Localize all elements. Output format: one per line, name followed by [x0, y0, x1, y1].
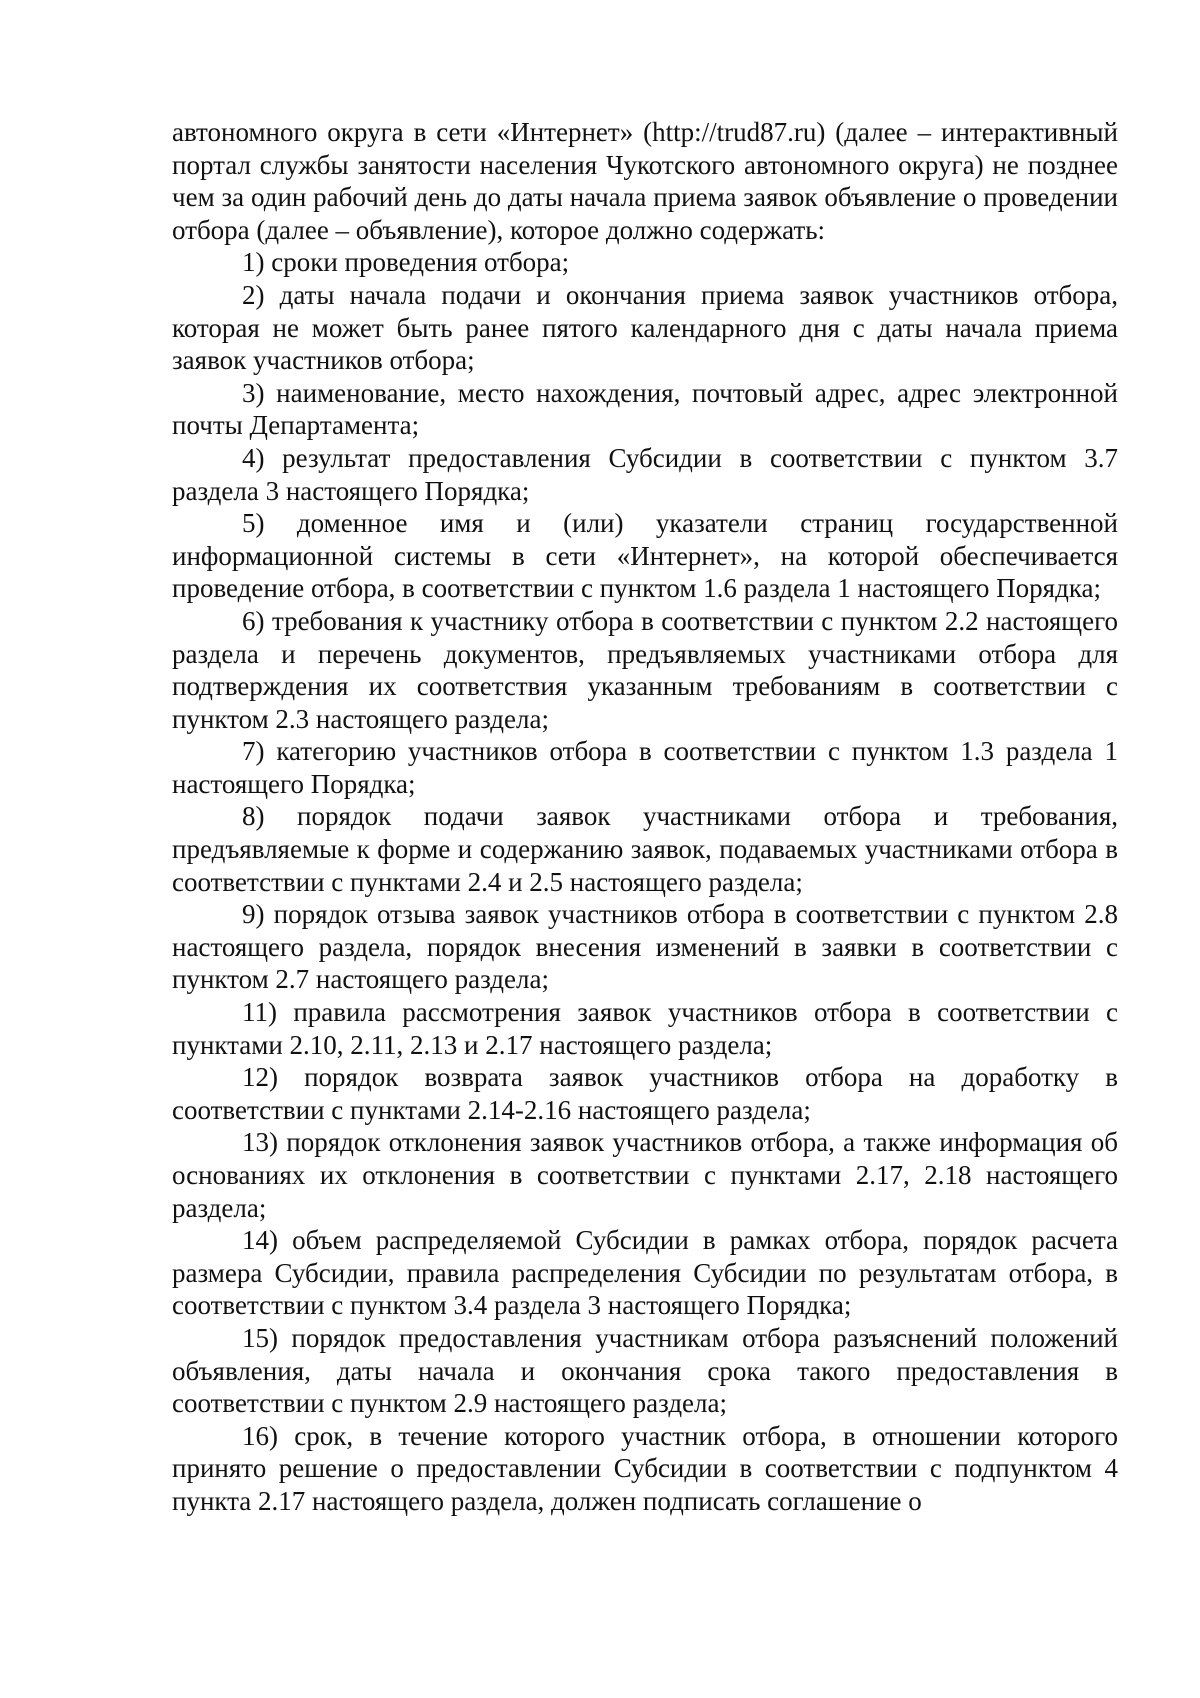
list-item-11: 11) правила рассмотрения заявок участников отбора в соответствии с пунктами 2.10, 2.11, 2.13 и 2.17 настоящего раздела;: [172, 997, 1118, 1060]
list-item-6: 6) требования к участнику отбора в соответствии с пунктом 2.2 настоящего раздела и перечень документов, предъявляемых участниками отбора для подтверждения их соответствия указанным требованиям в соответствии с пунктом 2.3 настоящего раздела;: [172, 605, 1118, 734]
list-item-1: 1) сроки проведения отбора;: [242, 247, 570, 278]
list-item-4: 4) результат предоставления Субсидии в соответствии с пунктом 3.7 раздела 3 настоящего Порядка;: [172, 442, 1118, 506]
list-item-15: 15) порядок предоставления участникам отбора разъяснений положений объявления, даты начала и окончания срока такого предоставления в соответствии с пунктом 2.9 настоящего раздела;: [172, 1322, 1118, 1419]
document-body: [172, 116, 1118, 1518]
list-item-16: 16) срок, в течение которого участник отбора, в отношении которого принято решение о предоставлении Субсидии в соответствии с подпунктом 4 пункта 2.17 настоящего раздела, должен подписать соглашение о: [172, 1420, 1118, 1516]
list-item-14: 14) объем распределяемой Субсидии в рамках отбора, порядок расчета размера Субсидии, правила распределения Субсидии по результатам отбора, в соответствии с пунктом 3.4 раздела 3 настоящего Порядка;: [172, 1225, 1118, 1321]
list-item-9: 9) порядок отзыва заявок участников отбора в соответствии с пунктом 2.8 настоящего раздела, порядок внесения изменений в заявки в соответствии с пунктом 2.7 настоящего раздела;: [172, 899, 1118, 995]
list-item-3: 3) наименование, место нахождения, почтовый адрес, адрес электронной почты Департамента;: [172, 377, 1118, 441]
list-item-2: 2) даты начала подачи и окончания приема заявок участников отбора, которая не может быть ранее пятого календарного дня с даты начала приема заявок участников отбора;: [172, 279, 1118, 376]
list-item-5: 5) доменное имя и (или) указатели страниц государственной информационной системы в сети «Интернет», на которой обеспечивается проведение отбора, в соответствии с пунктом 1.6 раздела 1 настоящего Порядка;: [172, 508, 1118, 604]
list-item-13: 13) порядок отклонения заявок участников отбора, а также информация об основаниях их отклонения в соответствии с пунктами 2.17, 2.18 настоящего раздела;: [172, 1127, 1118, 1223]
list-item-12: 12) порядок возврата заявок участников отбора на доработку в соответствии с пунктами 2.14-2.16 настоящего раздела;: [172, 1062, 1118, 1125]
paragraph-continuation: автономного округа в сети «Интернет» (http://trud87.ru) (далее – интерактивный портал службы занятости населения Чукотского автономного округа) не позднее чем за один рабочий день до даты начала приема заявок объявление о проведении отбора (далее – объявление), которое должно содержать:: [172, 117, 1118, 245]
list-item-8: 8) порядок подачи заявок участниками отбора и требования, предъявляемые к форме и содержанию заявок, подаваемых участниками отбора в соответствии с пунктами 2.4 и 2.5 настоящего раздела;: [172, 801, 1118, 897]
list-item-7: 7) категорию участников отбора в соответствии с пунктом 1.3 раздела 1 настоящего Порядка;: [172, 736, 1118, 799]
